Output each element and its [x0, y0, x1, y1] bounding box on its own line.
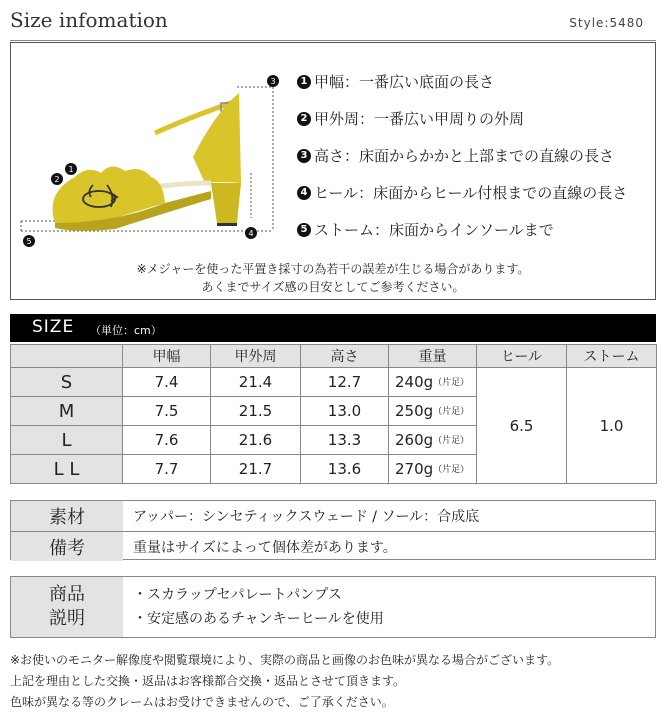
measurement-diagram — [10, 42, 656, 300]
material-row — [11, 501, 655, 532]
number-badge: 3 — [297, 149, 311, 163]
style-code: Style:5480 — [569, 16, 644, 30]
footer-line: 上記を理由とした交換・返品はお客様都合交換・返品とさせて頂きます。 — [10, 674, 406, 688]
size-cell: M — [11, 397, 123, 426]
size-cell: L L — [11, 455, 123, 484]
number-badge: 1 — [297, 75, 311, 89]
weight-value: 250g — [395, 402, 434, 420]
product-label-line: 説明 — [49, 608, 85, 629]
desc-item-width — [297, 63, 627, 100]
footer-line: ※お使いのモニター解像度や閲覧環境により、実際の商品と画像のお色味が異なる場合がございます。 — [10, 653, 560, 667]
product-label — [11, 577, 123, 637]
desc-item-heel — [297, 174, 627, 211]
column-header: 甲外周 — [211, 345, 301, 368]
weight-value: 260g — [395, 431, 434, 449]
remarks-label: 備考 — [11, 532, 123, 561]
circumference-cell: 21.5 — [211, 397, 301, 426]
material-remarks-box — [10, 500, 656, 560]
svg-text:2: 2 — [54, 175, 60, 184]
product-description-box — [10, 576, 656, 638]
column-header: 重量 — [389, 345, 477, 368]
page-title: Size infomation — [10, 8, 168, 32]
weight-note: （片足） — [433, 436, 470, 446]
material-label: 素材 — [11, 501, 123, 531]
desc-item-storm — [297, 211, 627, 248]
size-heading: SIZE — [32, 317, 75, 337]
column-header: ストーム — [567, 345, 657, 368]
width-cell: 7.6 — [123, 426, 211, 455]
svg-text:4: 4 — [248, 229, 254, 238]
weight-cell — [389, 426, 477, 455]
svg-text:1: 1 — [68, 165, 74, 174]
product-label-line: 商品 — [49, 584, 85, 605]
footer-line: 色味が異なる等のクレームはお受けできませんので、ご了承ください。 — [10, 695, 394, 709]
svg-text:3: 3 — [270, 77, 276, 86]
circumference-cell: 21.4 — [211, 368, 301, 397]
desc-item-height — [297, 137, 627, 174]
weight-cell — [389, 455, 477, 484]
product-row — [11, 577, 655, 637]
number-badge: 2 — [297, 112, 311, 126]
number-badge: 5 — [297, 223, 311, 237]
desc-text: 甲外周：一番広い甲周りの外周 — [314, 110, 525, 128]
column-header: 高さ — [301, 345, 389, 368]
size-cell: S — [11, 368, 123, 397]
heel-cell: 6.5 — [477, 368, 567, 484]
header — [10, 8, 656, 34]
height-cell: 13.0 — [301, 397, 389, 426]
table-header-row — [11, 345, 657, 368]
column-header: 甲幅 — [123, 345, 211, 368]
storm-cell: 1.0 — [567, 368, 657, 484]
size-table — [10, 344, 657, 484]
weight-note: （片足） — [433, 378, 470, 388]
height-cell: 13.6 — [301, 455, 389, 484]
desc-item-circumference — [297, 100, 627, 137]
remarks-value: 重量はサイズによって個体差があります。 — [133, 539, 397, 556]
weight-note: （片足） — [433, 407, 470, 417]
width-cell: 7.7 — [123, 455, 211, 484]
measurement-descriptions — [297, 63, 627, 248]
desc-text: 高さ：床面からかかと上部までの直線の長さ — [314, 147, 615, 165]
weight-cell — [389, 368, 477, 397]
size-unit: （単位：cm） — [90, 324, 162, 337]
circumference-cell: 21.7 — [211, 455, 301, 484]
desc-text: ストーム：床面からインソールまで — [314, 221, 554, 239]
column-header — [11, 345, 123, 368]
material-value: アッパー：シンセティックスウェード / ソール：合成底 — [133, 509, 480, 525]
width-cell: 7.4 — [123, 368, 211, 397]
svg-text:5: 5 — [26, 237, 32, 246]
weight-value: 270g — [395, 460, 434, 478]
width-cell: 7.5 — [123, 397, 211, 426]
footer-notes — [10, 650, 559, 713]
circumference-cell: 21.6 — [211, 426, 301, 455]
table-row — [11, 368, 657, 397]
number-badge: 4 — [297, 186, 311, 200]
note-line: あくまでサイズ感の目安としてご参考ください。 — [201, 280, 465, 294]
shoe-illustration — [15, 73, 285, 253]
measurement-note — [11, 260, 655, 296]
note-line: ※メジャーを使った平置き採寸の為若干の誤差が生じる場合があります。 — [136, 262, 530, 276]
product-feature: ・スカラップセパレートパンプス — [133, 587, 342, 603]
weight-value: 240g — [395, 373, 434, 391]
product-value — [123, 577, 655, 637]
weight-note: （片足） — [433, 465, 470, 475]
remarks-row — [11, 532, 655, 561]
height-cell: 13.3 — [301, 426, 389, 455]
header-divider — [10, 40, 656, 41]
column-header: ヒール — [477, 345, 567, 368]
desc-text: 甲幅：一番広い底面の長さ — [314, 73, 495, 91]
size-heading-bar — [10, 314, 656, 342]
height-cell: 12.7 — [301, 368, 389, 397]
product-feature: ・安定感のあるチャンキーヒールを使用 — [133, 611, 384, 627]
desc-text: ヒール：床面からヒール付根までの直線の長さ — [314, 184, 628, 202]
weight-cell — [389, 397, 477, 426]
size-cell: L — [11, 426, 123, 455]
